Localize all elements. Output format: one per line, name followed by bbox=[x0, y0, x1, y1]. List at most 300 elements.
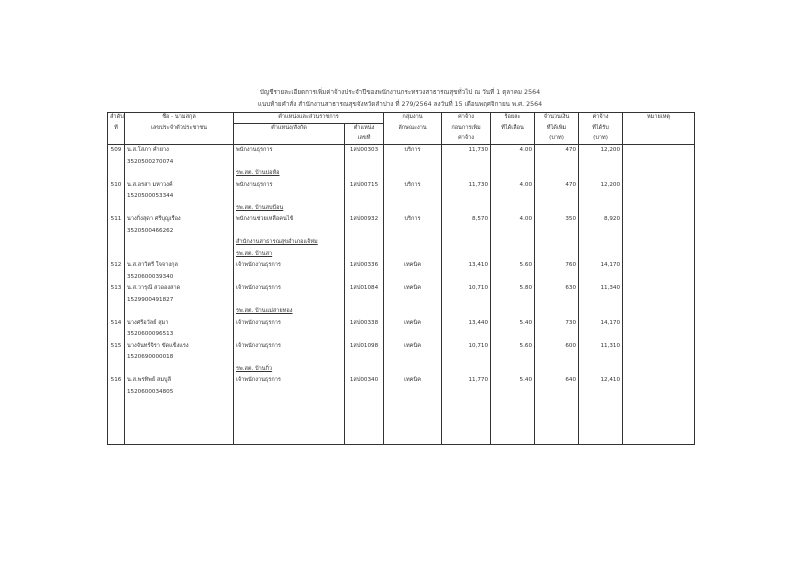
employee-name-cell: 1520690000018 bbox=[125, 352, 234, 364]
raise-percent-cell bbox=[491, 157, 535, 169]
wage-after-cell: 11,310 bbox=[579, 341, 623, 353]
position-number-cell bbox=[345, 398, 384, 410]
raise-amount-cell: 730 bbox=[535, 318, 579, 330]
raise-percent-cell bbox=[491, 191, 535, 203]
raise-percent-cell bbox=[491, 433, 535, 445]
wage-before-cell bbox=[442, 157, 491, 169]
employee-name-cell: นางศรีอวัลย์ สุมา bbox=[125, 318, 234, 330]
position-agency-cell: รพ.สต. บ้านแม่สายทอง bbox=[234, 306, 345, 318]
table-row bbox=[108, 260, 695, 272]
position-agency-cell: เจ้าพนักงานธุรการ bbox=[234, 375, 345, 387]
employee-name-cell: 3520500270074 bbox=[125, 157, 234, 169]
header-remark-3 bbox=[623, 134, 695, 145]
wage-after-cell bbox=[579, 272, 623, 284]
remark-cell bbox=[623, 375, 695, 387]
position-number-cell: 1สป00336 bbox=[345, 260, 384, 272]
remark-cell bbox=[623, 283, 695, 295]
position-number-cell bbox=[345, 352, 384, 364]
raise-percent-cell bbox=[491, 352, 535, 364]
table-row bbox=[108, 168, 695, 180]
remark-cell bbox=[623, 249, 695, 261]
wage-before-cell bbox=[442, 421, 491, 433]
header-name-3 bbox=[125, 134, 234, 145]
employee-name-cell: นางกิ่งสุดา ศรีบุญเรือง bbox=[125, 214, 234, 226]
job-group-cell bbox=[384, 157, 442, 169]
header-job-nature-3 bbox=[384, 134, 442, 145]
table-row bbox=[108, 421, 695, 433]
raise-percent-cell bbox=[491, 237, 535, 249]
row-number-cell: 514 bbox=[108, 318, 125, 330]
position-number-cell bbox=[345, 272, 384, 284]
wage-after-cell bbox=[579, 410, 623, 422]
header-wage-before: ค่าจ้าง bbox=[442, 113, 491, 124]
header-position-number: ตำแหน่ง bbox=[345, 124, 384, 135]
remark-cell bbox=[623, 387, 695, 399]
position-number-cell: 1สป00338 bbox=[345, 318, 384, 330]
raise-percent-cell bbox=[491, 295, 535, 307]
table-row bbox=[108, 410, 695, 422]
position-number-cell bbox=[345, 249, 384, 261]
header-amount: จำนวนเงิน bbox=[535, 113, 579, 124]
raise-percent-cell: 4.00 bbox=[491, 145, 535, 157]
position-number-cell bbox=[345, 295, 384, 307]
header-amount-2: ที่ได้เพิ่ม bbox=[535, 124, 579, 135]
remark-cell bbox=[623, 295, 695, 307]
row-number-cell bbox=[108, 433, 125, 445]
position-number-cell bbox=[345, 157, 384, 169]
raise-amount-cell: 470 bbox=[535, 145, 579, 157]
table-row bbox=[108, 364, 695, 376]
wage-table bbox=[107, 112, 695, 445]
employee-name-cell: 3520500466262 bbox=[125, 226, 234, 238]
position-number-cell bbox=[345, 226, 384, 238]
remark-cell bbox=[623, 410, 695, 422]
raise-amount-cell: 760 bbox=[535, 260, 579, 272]
position-agency-cell: รพ.สต. บ้านบ่อห้อ bbox=[234, 168, 345, 180]
row-number-cell: 512 bbox=[108, 260, 125, 272]
position-agency-cell: รพ.สต. บ้านสบป้อน bbox=[234, 203, 345, 215]
raise-amount-cell bbox=[535, 191, 579, 203]
remark-cell bbox=[623, 157, 695, 169]
job-group-cell: บริการ bbox=[384, 145, 442, 157]
wage-after-cell bbox=[579, 191, 623, 203]
wage-after-cell bbox=[579, 398, 623, 410]
table-row bbox=[108, 295, 695, 307]
wage-before-cell: 10,710 bbox=[442, 283, 491, 295]
wage-before-cell: 10,710 bbox=[442, 341, 491, 353]
raise-amount-cell: 640 bbox=[535, 375, 579, 387]
job-group-cell bbox=[384, 421, 442, 433]
wage-before-cell bbox=[442, 237, 491, 249]
employee-name-cell bbox=[125, 364, 234, 376]
wage-before-cell bbox=[442, 410, 491, 422]
table-row bbox=[108, 203, 695, 215]
raise-percent-cell: 4.00 bbox=[491, 180, 535, 192]
table-row bbox=[108, 191, 695, 203]
job-group-cell bbox=[384, 203, 442, 215]
raise-amount-cell bbox=[535, 352, 579, 364]
position-agency-cell bbox=[234, 410, 345, 422]
row-number-cell bbox=[108, 364, 125, 376]
row-number-cell bbox=[108, 352, 125, 364]
row-number-cell: 513 bbox=[108, 283, 125, 295]
job-group-cell: บริการ bbox=[384, 214, 442, 226]
header-amount-3: (บาท) bbox=[535, 134, 579, 145]
header-wage-before-2: ก่อนการเพิ่ม bbox=[442, 124, 491, 135]
position-number-cell: 1สป00303 bbox=[345, 145, 384, 157]
remark-cell bbox=[623, 226, 695, 238]
employee-name-cell: 3520600039340 bbox=[125, 272, 234, 284]
position-agency-cell bbox=[234, 191, 345, 203]
position-agency-cell bbox=[234, 272, 345, 284]
wage-after-cell: 12,410 bbox=[579, 375, 623, 387]
wage-after-cell: 14,170 bbox=[579, 260, 623, 272]
wage-before-cell bbox=[442, 433, 491, 445]
wage-after-cell bbox=[579, 295, 623, 307]
row-number-cell bbox=[108, 249, 125, 261]
position-number-cell bbox=[345, 364, 384, 376]
position-number-cell: 1สป00932 bbox=[345, 214, 384, 226]
remark-cell bbox=[623, 352, 695, 364]
job-group-cell bbox=[384, 398, 442, 410]
document-subtitle: แนบท้ายคำสั่ง สำนักงานสาธารณสุขจังหวัดลำปาง ที่ 279/2564 ลงวันที่ 15 เดือนพฤศจิกายน พ.ศ. 2564 bbox=[257, 101, 543, 108]
position-number-cell bbox=[345, 433, 384, 445]
position-agency-cell: พนักงานธุรการ bbox=[234, 180, 345, 192]
row-number-cell bbox=[108, 398, 125, 410]
row-number-cell bbox=[108, 191, 125, 203]
table-row bbox=[108, 180, 695, 192]
position-agency-cell: พนักงานธุรการ bbox=[234, 145, 345, 157]
wage-before-cell bbox=[442, 191, 491, 203]
position-number-cell bbox=[345, 203, 384, 215]
wage-after-cell: 11,340 bbox=[579, 283, 623, 295]
position-agency-cell bbox=[234, 157, 345, 169]
remark-cell bbox=[623, 329, 695, 341]
header-id: เลขประจำตัวประชาชน bbox=[125, 124, 234, 135]
wage-after-cell: 12,200 bbox=[579, 145, 623, 157]
position-number-cell bbox=[345, 191, 384, 203]
wage-after-cell bbox=[579, 168, 623, 180]
employee-name-cell bbox=[125, 306, 234, 318]
header-seq-2: ที่ bbox=[108, 124, 125, 135]
table-row bbox=[108, 398, 695, 410]
position-number-cell bbox=[345, 329, 384, 341]
raise-percent-cell bbox=[491, 421, 535, 433]
job-group-cell: เทคนิค bbox=[384, 283, 442, 295]
employee-name-cell: น.ส.อรสา มหาวงค์ bbox=[125, 180, 234, 192]
employee-name-cell: น.ส.พรทิพย์ สมบูลี bbox=[125, 375, 234, 387]
header-remark: หมายเหตุ bbox=[623, 113, 695, 124]
position-agency-cell: สำนักงานสาธารณสุขอำเภอแจ้ห่ม bbox=[234, 237, 345, 249]
position-agency-cell bbox=[234, 421, 345, 433]
wage-before-cell bbox=[442, 352, 491, 364]
wage-before-cell: 13,410 bbox=[442, 260, 491, 272]
header-percent: ร้อยละ bbox=[491, 113, 535, 124]
remark-cell bbox=[623, 260, 695, 272]
wage-after-cell bbox=[579, 329, 623, 341]
wage-before-cell bbox=[442, 329, 491, 341]
raise-percent-cell bbox=[491, 306, 535, 318]
raise-percent-cell: 5.60 bbox=[491, 341, 535, 353]
remark-cell bbox=[623, 306, 695, 318]
header-wage-after-3: (บาท) bbox=[579, 134, 623, 145]
remark-cell bbox=[623, 203, 695, 215]
row-number-cell bbox=[108, 295, 125, 307]
row-number-cell bbox=[108, 387, 125, 399]
job-group-cell: เทคนิค bbox=[384, 375, 442, 387]
position-number-cell bbox=[345, 237, 384, 249]
raise-amount-cell bbox=[535, 433, 579, 445]
header-percent-3 bbox=[491, 134, 535, 145]
raise-percent-cell bbox=[491, 398, 535, 410]
position-agency-cell: เจ้าพนักงานธุรการ bbox=[234, 260, 345, 272]
job-group-cell bbox=[384, 191, 442, 203]
remark-cell bbox=[623, 191, 695, 203]
row-number-cell bbox=[108, 306, 125, 318]
table-row bbox=[108, 272, 695, 284]
header-percent-2: ที่ได้เลื่อน bbox=[491, 124, 535, 135]
raise-percent-cell: 5.60 bbox=[491, 260, 535, 272]
job-group-cell bbox=[384, 272, 442, 284]
job-group-cell: บริการ bbox=[384, 180, 442, 192]
header-wage-after-2: ที่ได้รับ bbox=[579, 124, 623, 135]
job-group-cell bbox=[384, 352, 442, 364]
employee-name-cell bbox=[125, 433, 234, 445]
raise-amount-cell bbox=[535, 329, 579, 341]
job-group-cell bbox=[384, 364, 442, 376]
raise-amount-cell bbox=[535, 272, 579, 284]
raise-amount-cell: 630 bbox=[535, 283, 579, 295]
wage-after-cell bbox=[579, 364, 623, 376]
job-group-cell bbox=[384, 237, 442, 249]
raise-amount-cell bbox=[535, 306, 579, 318]
raise-amount-cell: 350 bbox=[535, 214, 579, 226]
table-row bbox=[108, 306, 695, 318]
table-body bbox=[108, 145, 695, 445]
wage-before-cell bbox=[442, 295, 491, 307]
raise-percent-cell bbox=[491, 226, 535, 238]
wage-before-cell bbox=[442, 203, 491, 215]
position-number-cell: 1สป01098 bbox=[345, 341, 384, 353]
header-seq-3 bbox=[108, 134, 125, 145]
wage-after-cell bbox=[579, 157, 623, 169]
remark-cell bbox=[623, 237, 695, 249]
raise-percent-cell: 5.40 bbox=[491, 318, 535, 330]
header-wage-after: ค่าจ้าง bbox=[579, 113, 623, 124]
employee-name-cell bbox=[125, 421, 234, 433]
position-number-cell: 1สป00340 bbox=[345, 375, 384, 387]
raise-amount-cell bbox=[535, 203, 579, 215]
position-agency-cell bbox=[234, 352, 345, 364]
position-agency-cell: รพ.สต. บ้านกิ่ว bbox=[234, 364, 345, 376]
header-seq: ลำดับ bbox=[108, 113, 125, 124]
job-group-cell bbox=[384, 295, 442, 307]
position-number-cell: 1สป01084 bbox=[345, 283, 384, 295]
job-group-cell bbox=[384, 433, 442, 445]
position-agency-cell bbox=[234, 398, 345, 410]
wage-after-cell bbox=[579, 387, 623, 399]
wage-before-cell bbox=[442, 306, 491, 318]
remark-cell bbox=[623, 364, 695, 376]
row-number-cell bbox=[108, 272, 125, 284]
raise-amount-cell bbox=[535, 410, 579, 422]
employee-name-cell bbox=[125, 410, 234, 422]
job-group-cell bbox=[384, 387, 442, 399]
raise-percent-cell: 5.40 bbox=[491, 375, 535, 387]
raise-amount-cell bbox=[535, 168, 579, 180]
remark-cell bbox=[623, 168, 695, 180]
wage-after-cell bbox=[579, 306, 623, 318]
employee-name-cell: 3520600096513 bbox=[125, 329, 234, 341]
employee-name-cell: 1520600034805 bbox=[125, 387, 234, 399]
employee-name-cell: น.ส.โสภา คำยาง bbox=[125, 145, 234, 157]
raise-amount-cell bbox=[535, 421, 579, 433]
employee-name-cell: 1529900491827 bbox=[125, 295, 234, 307]
table-row bbox=[108, 157, 695, 169]
raise-amount-cell bbox=[535, 387, 579, 399]
raise-percent-cell bbox=[491, 329, 535, 341]
job-group-cell: เทคนิค bbox=[384, 341, 442, 353]
wage-before-cell: 8,570 bbox=[442, 214, 491, 226]
wage-after-cell bbox=[579, 237, 623, 249]
raise-percent-cell: 4.00 bbox=[491, 214, 535, 226]
wage-after-cell bbox=[579, 421, 623, 433]
table-row bbox=[108, 226, 695, 238]
job-group-cell bbox=[384, 410, 442, 422]
table-row bbox=[108, 283, 695, 295]
header-position-number-2: เลขที่ bbox=[345, 134, 384, 145]
wage-after-cell bbox=[579, 226, 623, 238]
row-number-cell: 515 bbox=[108, 341, 125, 353]
table-row bbox=[108, 145, 695, 157]
job-group-cell: เทคนิค bbox=[384, 260, 442, 272]
table-row bbox=[108, 214, 695, 226]
remark-cell bbox=[623, 145, 695, 157]
employee-name-cell bbox=[125, 249, 234, 261]
row-number-cell: 516 bbox=[108, 375, 125, 387]
wage-after-cell bbox=[579, 249, 623, 261]
wage-after-cell bbox=[579, 203, 623, 215]
raise-percent-cell bbox=[491, 410, 535, 422]
wage-before-cell bbox=[442, 168, 491, 180]
row-number-cell bbox=[108, 329, 125, 341]
raise-amount-cell bbox=[535, 398, 579, 410]
row-number-cell bbox=[108, 157, 125, 169]
raise-amount-cell bbox=[535, 237, 579, 249]
raise-percent-cell bbox=[491, 364, 535, 376]
row-number-cell bbox=[108, 168, 125, 180]
raise-amount-cell bbox=[535, 249, 579, 261]
position-number-cell bbox=[345, 387, 384, 399]
raise-amount-cell: 600 bbox=[535, 341, 579, 353]
position-number-cell bbox=[345, 306, 384, 318]
wage-before-cell bbox=[442, 364, 491, 376]
wage-after-cell: 8,920 bbox=[579, 214, 623, 226]
job-group-cell: เทคนิค bbox=[384, 318, 442, 330]
table-row bbox=[108, 375, 695, 387]
position-number-cell bbox=[345, 168, 384, 180]
employee-name-cell: น.ส.สาวิตรี ใจจางกุล bbox=[125, 260, 234, 272]
header-wage-before-3: ค่าจ้าง bbox=[442, 134, 491, 145]
raise-percent-cell bbox=[491, 249, 535, 261]
header-remark-2 bbox=[623, 124, 695, 135]
employee-name-cell bbox=[125, 203, 234, 215]
job-group-cell bbox=[384, 168, 442, 180]
header-job-nature: ลักษณะงาน bbox=[384, 124, 442, 135]
wage-after-cell: 14,170 bbox=[579, 318, 623, 330]
raise-amount-cell: 470 bbox=[535, 180, 579, 192]
document-title: บัญชีรายละเอียดการเพิ่มค่าจ้างประจำปีของพนักงานกระทรวงสาธารณสุขทั่วไป ณ วันที่ 1 ตุลาคม 2564 bbox=[259, 89, 541, 96]
job-group-cell bbox=[384, 249, 442, 261]
remark-cell bbox=[623, 398, 695, 410]
job-group-cell bbox=[384, 306, 442, 318]
wage-before-cell bbox=[442, 249, 491, 261]
position-agency-cell bbox=[234, 387, 345, 399]
wage-before-cell: 11,730 bbox=[442, 145, 491, 157]
table-row bbox=[108, 341, 695, 353]
wage-after-cell bbox=[579, 433, 623, 445]
wage-before-cell: 11,730 bbox=[442, 180, 491, 192]
position-agency-cell: รพ.สต. บ้านสา bbox=[234, 249, 345, 261]
remark-cell bbox=[623, 433, 695, 445]
header-position-agency-3 bbox=[234, 134, 345, 145]
raise-percent-cell: 5.80 bbox=[491, 283, 535, 295]
raise-amount-cell bbox=[535, 295, 579, 307]
employee-name-cell bbox=[125, 168, 234, 180]
row-number-cell: 509 bbox=[108, 145, 125, 157]
row-number-cell: 510 bbox=[108, 180, 125, 192]
remark-cell bbox=[623, 421, 695, 433]
row-number-cell bbox=[108, 226, 125, 238]
table-row bbox=[108, 352, 695, 364]
remark-cell bbox=[623, 318, 695, 330]
wage-after-cell: 12,200 bbox=[579, 180, 623, 192]
header-job-group: กลุ่มงาน bbox=[384, 113, 442, 124]
row-number-cell: 511 bbox=[108, 214, 125, 226]
remark-cell bbox=[623, 180, 695, 192]
remark-cell bbox=[623, 214, 695, 226]
employee-name-cell: นางจันทร์จิรา ขัดแข็งแรง bbox=[125, 341, 234, 353]
job-group-cell bbox=[384, 329, 442, 341]
position-agency-cell: เจ้าพนักงานธุรการ bbox=[234, 341, 345, 353]
remark-cell bbox=[623, 341, 695, 353]
position-agency-cell: พนักงานช่วยเหลือคนไข้ bbox=[234, 214, 345, 226]
table-row bbox=[108, 237, 695, 249]
position-agency-cell: เจ้าพนักงานธุรการ bbox=[234, 318, 345, 330]
position-number-cell bbox=[345, 410, 384, 422]
wage-before-cell bbox=[442, 272, 491, 284]
raise-percent-cell bbox=[491, 272, 535, 284]
wage-before-cell: 11,770 bbox=[442, 375, 491, 387]
position-agency-cell bbox=[234, 226, 345, 238]
table-row bbox=[108, 329, 695, 341]
wage-before-cell bbox=[442, 398, 491, 410]
position-number-cell: 1สป00715 bbox=[345, 180, 384, 192]
employee-name-cell: 1520500053344 bbox=[125, 191, 234, 203]
row-number-cell bbox=[108, 203, 125, 215]
header-position-agency: ตำแหน่ง/สังกัด bbox=[234, 124, 345, 135]
raise-percent-cell bbox=[491, 168, 535, 180]
row-number-cell bbox=[108, 410, 125, 422]
employee-name-cell: น.ส.วารุณี สวอองสาด bbox=[125, 283, 234, 295]
raise-percent-cell bbox=[491, 203, 535, 215]
row-number-cell bbox=[108, 237, 125, 249]
raise-percent-cell bbox=[491, 387, 535, 399]
header-position-group: ตำแหน่งและส่วนราชการ bbox=[234, 113, 384, 124]
wage-before-cell bbox=[442, 387, 491, 399]
raise-amount-cell bbox=[535, 364, 579, 376]
employee-name-cell bbox=[125, 398, 234, 410]
